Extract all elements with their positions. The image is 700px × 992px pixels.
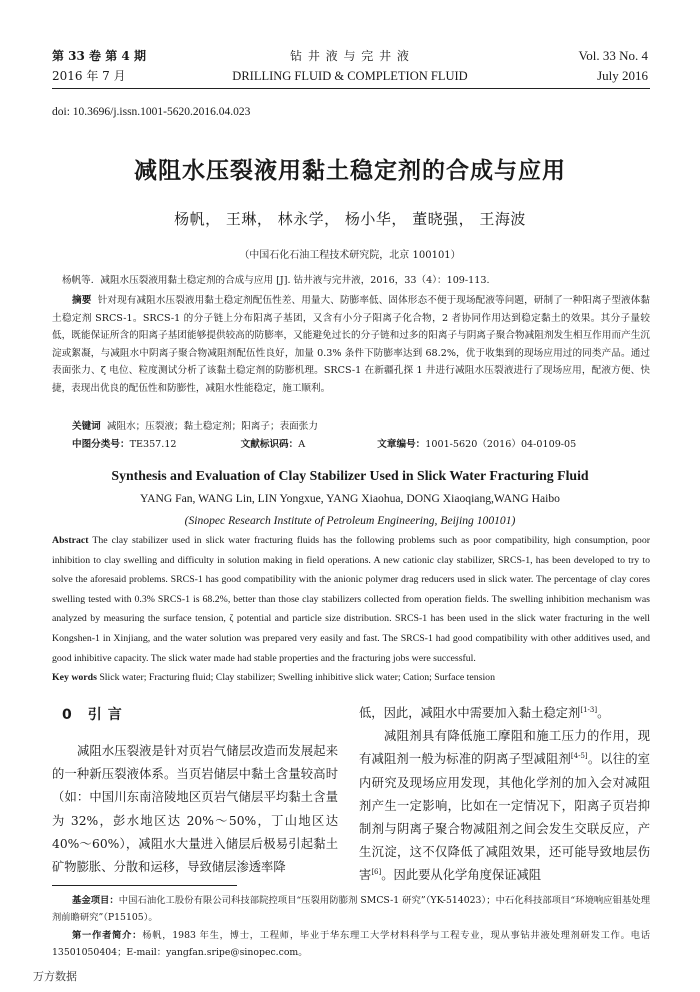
citation-cn: 杨帆等．减阻水压裂液用黏土稳定剂的合成与应用 [J]. 钻井液与完井液，2016，33（4）：109-113. [62, 275, 490, 286]
watermark: 万方数据 [33, 970, 77, 983]
abstract-cn-label: 摘要 [72, 295, 92, 306]
paper-title-en: Synthesis and Evaluation of Clay Stabilizer Used in Slick Water Fracturing Fluid [111, 468, 589, 483]
footnote-fund [52, 892, 650, 926]
right-col-paragraph-2 [359, 725, 650, 887]
fund-label: 基金项目： [72, 895, 119, 906]
section-title: 引言 [87, 707, 128, 723]
right-col-paragraph-1-end: 。 [597, 706, 610, 720]
article-number-label: 文章编号： [377, 439, 426, 450]
first-author-label: 第一作者简介： [72, 930, 143, 941]
classification-cn [72, 436, 650, 454]
intro-right-column [359, 702, 650, 888]
issue-cn: 第 33 卷 第 4 期 [52, 49, 146, 63]
clc-label: 中图分类号： [72, 439, 130, 450]
volume-en: Vol. 33 No. 4 [578, 48, 648, 63]
citation-ref-3: [6] [371, 868, 382, 877]
citation-ref-1: [1-3] [580, 705, 598, 714]
abstract-cn [52, 292, 650, 398]
doc-code-label: 文献标识码： [240, 439, 299, 450]
affiliation-en: (Sinopec Research Institute of Petroleum Engineering, Beijing 100101) [184, 514, 516, 527]
journal-title-cn: 钻 井 液 与 完 井 液 [290, 49, 410, 63]
abstract-en-label: Abstract [52, 535, 89, 546]
abstract-en-text: The clay stabilizer used in slick water fracturing fluids has the following problems such as poor compatibility, high consumption, poor inhibition to clay swelling and difficulty in solution making in field operations. A new cationic clay stabilizer, SRCS-1, has been developed to try to solve the aforesaid problems. SRCS-1 has good compatibility with the anionic polymer drag reducers used in slick water. The percentage of clay cores swelling tested with 0.3% SRCS-1 is 68.2%, better than those clay stabilizers collected from operation fields. The swelling inhibition mechanism was analyzed by measuring the surface tension, ζ potential and particle size distribution. SRCS-1 has been used in the slick water fracturing in the well Kongshen-1 in Xinjiang, and the water solution was prepared very easily and fast. The SRCS-1 had good compatibility with other additives used, and good inhibitive capacity. The slick water made had stable properties and the fracturing jobs were successful. [52, 535, 650, 664]
abstract-en [52, 531, 650, 668]
keywords-en [52, 668, 650, 688]
keywords-cn [72, 418, 650, 436]
date-en: July 2016 [597, 68, 648, 83]
keywords-cn-label: 关键词 [72, 421, 101, 432]
intro-left-column: 减阻水压裂液是针对页岩气储层改造而发展起来的一种新压裂液体系。当页岩储层中黏土含量较高时（如：中国川东南涪陵地区页岩气储层平均黏土含量为 32%，彭水地区达 20%～50%，丁山地区达 40%～60%），减阻水大量进入储层后极易引起黏土矿物膨胀、分散和运移，导致储层渗透率降 [52, 744, 338, 875]
section-number: 0 [62, 707, 72, 723]
paper-title-cn: 减阻水压裂液用黏土稳定剂的合成与应用 [134, 158, 566, 184]
journal-title-en: DRILLING FLUID & COMPLETION FLUID [232, 69, 468, 83]
header-rule [52, 88, 650, 89]
doi: doi: 10.3696/j.issn.1001-5620.2016.04.023 [52, 106, 251, 118]
affiliation-cn: （中国石化石油工程技术研究院，北京 100101） [239, 250, 461, 261]
fund-text: 中国石油化工股份有限公司科技部院控项目“压裂用防膨剂 SMCS-1 研究”（YK-514023）；中石化科技部项目“环境响应钼基处理剂前瞻研究”（P15105）。 [52, 895, 650, 923]
abstract-cn-text: 针对现有减阻水压裂液用黏土稳定剂配伍性差、用量大、防膨率低、固体形态不便于现场配液等问题，研制了一种阳离子型液体黏土稳定剂 SRCS-1。SRCS-1 的分子链上分布阳离子基团，又含有小分子阳离子化合物，2 者协同作用达到稳定黏土的效果。其分子量较低，既能保证所含的阳离子基团能够提供较高的防膨率，又能避免过长的分子链和过多的阳离子与阴离子聚合物减阻剂发生相互作用而产生沉淀或絮凝，与减阻水中阴离子聚合物减阻剂配伍性良好，加量 0.3% 条件下防膨率达到 68.2%，优于收集到的现场应用过的同类产品。通过表面张力、ζ 电位、粒度测试分析了该黏土稳定剂的防膨机理。SRCS-1 在新疆孔探 1 井进行减阻水压裂液进行了现场应用，配液方便、快捷，表现出优良的配伍性和防膨性，减阻水性能稳定，施工顺利。 [52, 295, 650, 394]
right-col-paragraph-1: 低，因此，减阻水中需要加入黏土稳定剂 [359, 706, 581, 720]
doc-code: A [298, 439, 306, 450]
keywords-cn-text: 减阻水；压裂液；黏土稳定剂；阳离子；表面张力 [106, 421, 318, 432]
right-col-p2-part-b: 。以往的室内研究及现场应用发现，其他化学剂的加入会对减阻剂产生一定影响，比如在一定情况下，阳离子页岩抑制剂与阴离子聚合物减阻剂之间会发生交联反应，产生沉淀，这不仅降低了减阻效果，还可能导致地层伤害 [359, 752, 650, 883]
citation-ref-2: [4-5] [570, 752, 588, 761]
first-author-text: 杨帆，1983 年生，博士，工程师，毕业于华东理工大学材料科学与工程专业，现从事钻井液处理剂研发工作。电话 13501050404；E-mail：yangfan.sripe@sinopec.com。 [52, 930, 650, 958]
article-number: 1001-5620（2016）04-0109-05 [425, 439, 577, 450]
right-col-p2-part-a: 减阻剂具有降低施工摩阻和施工压力的作用，现有减阻剂一般为标准的阴离子型减阻剂 [359, 729, 650, 767]
date-cn: 2016 年 7 月 [52, 69, 126, 83]
keywords-en-label: Key words [52, 672, 97, 683]
clc-number: TE357.12 [129, 439, 177, 450]
footnote-rule [52, 885, 237, 886]
footnote-author [52, 927, 650, 961]
keywords-en-text: Slick water; Fracturing fluid; Clay stabilizer; Swelling inhibitive slick water; Cation; Surface tension [99, 672, 495, 683]
authors-en: YANG Fan, WANG Lin, LIN Yongxue, YANG Xiaohua, DONG Xiaoqiang,WANG Haibo [140, 492, 560, 505]
section-heading [62, 704, 128, 724]
authors-cn: 杨帆， 王琳， 林永学， 杨小华， 董晓强， 王海波 [174, 210, 526, 228]
right-col-p2-part-c: 。因此要从化学角度保证减阻 [381, 868, 542, 883]
